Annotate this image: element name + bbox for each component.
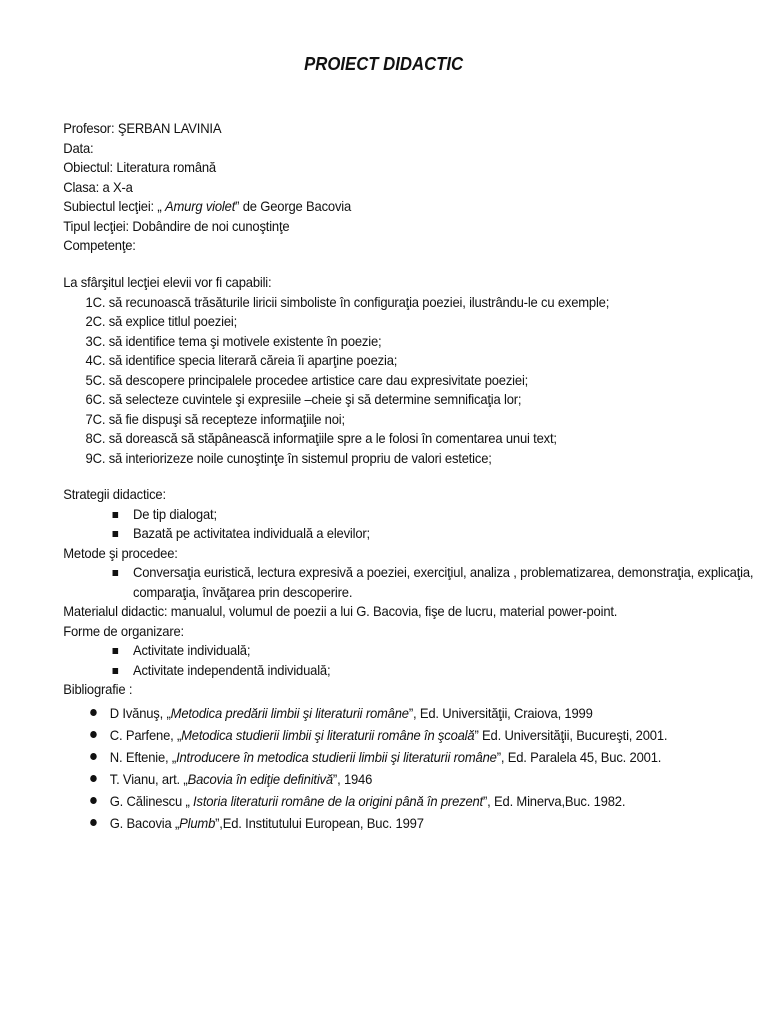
strategies-section [63,485,768,700]
bibliography-author: N. Eftenie, „ [109,749,177,765]
bibliography-author: T. Vianu, art. „ [109,771,188,787]
bibliography-label: Bibliografie : [63,681,133,697]
method-item: Conversaţia euristică, lectura expresivă a poeziei, exerciţiul, analiza , problematizarea, demonstraţia, explicaţia, comparaţia, învăţarea prin descoperire. [63,563,768,602]
bibliography-details: ” Ed. Universităţii, Bucureşti, 2001. [474,727,668,743]
bibliography-title: Istoria literaturii române de la origini până în prezent [193,793,484,809]
bibliography-title: Metodica studierii limbii şi literaturii române în şcoală [181,727,475,743]
lesson-subject-title: Amurg violet [165,198,236,214]
bibliography-title: Introducere în metodica studierii limbii şi literaturii române [176,749,497,765]
bibliography-author: G. Bacovia „ [109,815,180,831]
lesson-subject-prefix: Subiectul lecţiei: „ [63,198,166,214]
bibliography-title: Bacovia în ediţie definitivă [187,771,333,787]
bibliography-item [63,746,768,768]
strategy-item: Bazată pe activitatea individuală a elevilor; [63,524,768,544]
strategies-label: Strategii didactice: [63,486,166,502]
bibliography-item [63,768,768,790]
class-line: Clasa: a X-a [63,178,133,195]
bibliography-list [63,702,768,834]
date-line: Data: [63,139,94,156]
bibliography-author: D Ivănuş, „ [109,705,171,721]
bibliography-item [63,702,768,724]
bibliography-title: Metodica predării limbii şi literaturii române [170,705,409,721]
bibliography-details: ”, Ed. Universităţii, Craiova, 1999 [408,705,593,721]
objectives-section [63,273,768,468]
bibliography-item [63,790,768,812]
materials-line: Materialul didactic: manualul, volumul de poezii a lui G. Bacovia, fişe de lucru, material power-point. [63,603,618,619]
objective-item: 4C. să identifice specia literară căreia îi aparţine poezia; [85,352,398,368]
bibliography-details: ”, Ed. Paralela 45, Buc. 2001. [496,749,662,765]
objective-item: 5C. să descopere principalele procedee artistice care dau expresivitate poeziei; [85,371,529,388]
objective-item: 8C. să dorească să stăpânească informaţiile spre a le folosi în comentarea unui text; [85,430,557,446]
bibliography-details: ”,Ed. Institutului European, Buc. 1997 [215,815,424,831]
organization-label: Forme de organizare: [63,622,184,639]
lesson-subject-line [63,197,768,217]
organization-item: Activitate independentă individuală; [63,661,768,681]
objective-item: 2C. să explice titlul poeziei; [85,313,238,329]
lesson-subject-suffix: ” de George Bacovia [235,198,352,214]
subject-area-line: Obiectul: Literatura română [63,159,216,175]
teacher-line: Profesor: ŞERBAN LAVINIA [63,120,222,136]
strategy-item: De tip dialogat; [63,505,768,525]
document-title: PROIECT DIDACTIC [304,54,464,74]
bibliography-item [63,724,768,746]
bibliography-item [63,812,768,834]
objectives-intro: La sfârşitul lecţiei elevii vor fi capabili: [63,274,272,290]
header-info [63,119,768,256]
organization-item: Activitate individuală; [63,641,768,661]
competences-label: Competenţe: [63,237,136,253]
objective-item: 1C. să recunoască trăsăturile liricii simboliste în configuraţia poeziei, ilustrându-le cu exemple; [85,293,610,310]
bibliography-details: ”, Ed. Minerva,Buc. 1982. [483,793,626,809]
objective-item: 3C. să identifice tema şi motivele existente în poezie; [85,332,382,349]
bibliography-details: ”, 1946 [332,771,373,787]
objective-item: 6C. să selecteze cuvintele şi expresiile –cheie şi să determine semnificaţia lor; [85,391,522,407]
bibliography-title: Plumb [179,815,216,831]
bibliography-author: G. Călinescu „ [109,793,194,809]
lesson-type-line: Tipul lecţiei: Dobândire de noi cunoştinţe [63,217,290,234]
methods-label: Metode şi procedee: [63,544,178,561]
objective-item: 7C. să fie dispuşi să recepteze informaţiile noi; [85,410,345,427]
bibliography-author: C. Parfene, „ [109,727,182,743]
objective-item: 9C. să interiorizeze noile cunoştinţe în sistemul propriu de valori estetice; [85,449,492,466]
